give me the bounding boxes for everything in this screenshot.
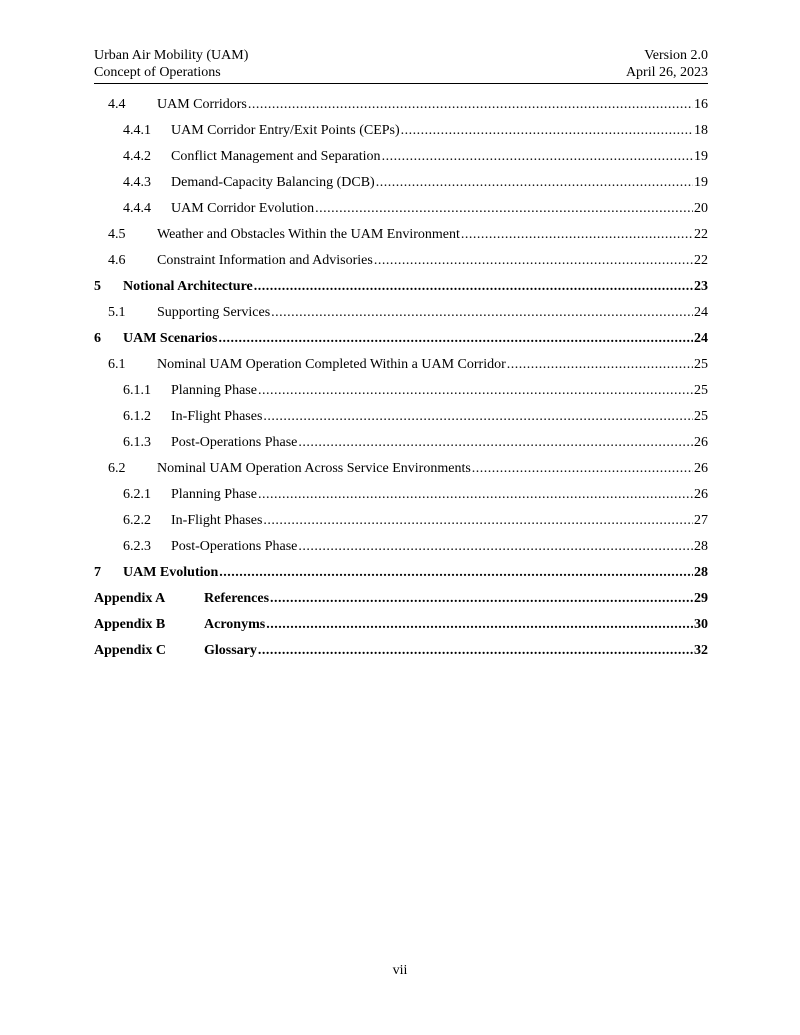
toc-entry-title: Nominal UAM Operation Completed Within a UAM Corridor — [157, 357, 506, 372]
toc-entry-number: 4.4.4 — [123, 201, 151, 216]
toc-entry-title: In-Flight Phases — [171, 513, 263, 528]
toc-dot-leader — [461, 225, 693, 245]
toc-dot-leader — [382, 147, 693, 167]
toc-entry-title: Post-Operations Phase — [171, 435, 298, 450]
toc-entry-title: Conflict Management and Separation — [171, 149, 381, 164]
toc-entry-title: Notional Architecture — [123, 279, 253, 294]
toc-dot-leader — [271, 303, 693, 323]
toc-entry-title: UAM Corridors — [157, 97, 247, 112]
toc-entry-6-1-3[interactable] — [94, 433, 708, 459]
toc-entry-4-4-1[interactable] — [94, 121, 708, 147]
toc-entry-number: 6.1 — [108, 357, 126, 372]
toc-entry-page: 19 — [694, 175, 708, 190]
toc-entry-4-4[interactable] — [94, 95, 708, 121]
table-of-contents — [94, 95, 708, 667]
toc-dot-leader — [258, 641, 693, 661]
toc-entry-title: UAM Evolution — [123, 565, 219, 580]
toc-entry-title: Planning Phase — [171, 487, 257, 502]
header-row-1 — [94, 47, 708, 64]
toc-dot-leader — [219, 563, 693, 583]
toc-entry-5-1[interactable] — [94, 303, 708, 329]
toc-entry-6-2-2[interactable] — [94, 511, 708, 537]
toc-entry-6-2[interactable] — [94, 459, 708, 485]
page-number: vii — [392, 963, 408, 978]
toc-dot-leader — [266, 615, 693, 635]
header-divider — [94, 83, 708, 84]
toc-entry-number: 4.4 — [108, 97, 126, 112]
toc-entry-title: Supporting Services — [157, 305, 271, 320]
toc-entry-title: Constraint Information and Advisories — [157, 253, 373, 268]
toc-entry-number: 4.5 — [108, 227, 126, 242]
toc-entry-appendix-c[interactable] — [94, 641, 708, 667]
toc-dot-leader — [254, 277, 693, 297]
toc-entry-number: Appendix B — [94, 617, 166, 632]
toc-dot-leader — [270, 589, 693, 609]
page-header — [94, 47, 708, 81]
toc-entry-5[interactable] — [94, 277, 708, 303]
toc-entry-page: 16 — [694, 97, 708, 112]
toc-entry-page: 19 — [694, 149, 708, 164]
toc-entry-6-1-1[interactable] — [94, 381, 708, 407]
toc-entry-title: Planning Phase — [171, 383, 257, 398]
toc-dot-leader — [258, 381, 693, 401]
toc-entry-4-4-2[interactable] — [94, 147, 708, 173]
header-date: April 26, 2023 — [625, 65, 708, 80]
toc-entry-7[interactable] — [94, 563, 708, 589]
toc-entry-6-1-2[interactable] — [94, 407, 708, 433]
toc-entry-title: References — [204, 591, 270, 606]
toc-entry-number: Appendix C — [94, 643, 166, 658]
header-version: Version 2.0 — [644, 48, 708, 63]
toc-entry-page: 22 — [694, 227, 708, 242]
toc-entry-number: 6.2.1 — [123, 487, 151, 502]
toc-entry-page: 25 — [694, 383, 708, 398]
header-document-subtitle: Concept of Operations — [94, 65, 221, 80]
toc-dot-leader — [219, 329, 694, 349]
toc-entry-title: Glossary — [204, 643, 257, 658]
toc-entry-number: 4.6 — [108, 253, 126, 268]
toc-entry-title: Demand-Capacity Balancing (DCB) — [171, 175, 375, 190]
toc-entry-6-2-3[interactable] — [94, 537, 708, 563]
toc-dot-leader — [315, 199, 693, 219]
header-document-title: Urban Air Mobility (UAM) — [94, 48, 249, 63]
toc-entry-title: Nominal UAM Operation Across Service Environments — [157, 461, 471, 476]
header-row-2 — [94, 64, 708, 81]
toc-entry-4-6[interactable] — [94, 251, 708, 277]
toc-dot-leader — [507, 355, 693, 375]
toc-entry-page: 28 — [694, 539, 708, 554]
toc-entry-number: 6.2.2 — [123, 513, 151, 528]
toc-entry-page: 26 — [694, 461, 708, 476]
toc-entry-page: 30 — [694, 617, 708, 632]
toc-entry-page: 24 — [694, 331, 708, 346]
toc-entry-title: Acronyms — [204, 617, 266, 632]
toc-entry-number: Appendix A — [94, 591, 166, 606]
toc-entry-page: 26 — [694, 435, 708, 450]
toc-entry-page: 20 — [694, 201, 708, 216]
toc-entry-6-2-1[interactable] — [94, 485, 708, 511]
toc-entry-page: 26 — [694, 487, 708, 502]
toc-entry-6-1[interactable] — [94, 355, 708, 381]
toc-entry-page: 32 — [694, 643, 708, 658]
toc-entry-page: 18 — [694, 123, 708, 138]
toc-dot-leader — [401, 121, 693, 141]
toc-entry-page: 25 — [694, 357, 708, 372]
toc-entry-page: 28 — [694, 565, 708, 580]
toc-dot-leader — [298, 537, 693, 557]
toc-entry-number: 4.4.2 — [123, 149, 151, 164]
toc-entry-number: 5 — [94, 279, 101, 294]
toc-entry-title: Weather and Obstacles Within the UAM Environment — [157, 227, 460, 242]
toc-entry-number: 6.2 — [108, 461, 126, 476]
toc-dot-leader — [248, 95, 693, 115]
toc-entry-4-5[interactable] — [94, 225, 708, 251]
toc-dot-leader — [263, 511, 693, 531]
toc-entry-title: UAM Corridor Evolution — [171, 201, 315, 216]
toc-entry-6[interactable] — [94, 329, 708, 355]
toc-entry-title: In-Flight Phases — [171, 409, 263, 424]
page-footer — [0, 963, 800, 979]
toc-entry-number: 7 — [94, 565, 101, 580]
toc-entry-page: 24 — [694, 305, 708, 320]
toc-entry-appendix-a[interactable] — [94, 589, 708, 615]
toc-dot-leader — [376, 173, 693, 193]
toc-entry-number: 6.1.1 — [123, 383, 151, 398]
toc-entry-number: 4.4.3 — [123, 175, 151, 190]
toc-dot-leader — [263, 407, 693, 427]
toc-entry-title: UAM Corridor Entry/Exit Points (CEPs) — [171, 123, 400, 138]
toc-dot-leader — [472, 459, 693, 479]
toc-entry-title: UAM Scenarios — [123, 331, 218, 346]
toc-entry-number: 6.1.3 — [123, 435, 151, 450]
toc-entry-page: 27 — [694, 513, 708, 528]
toc-entry-page: 23 — [694, 279, 708, 294]
toc-entry-number: 5.1 — [108, 305, 126, 320]
toc-entry-title: Post-Operations Phase — [171, 539, 298, 554]
toc-dot-leader — [298, 433, 693, 453]
toc-entry-number: 4.4.1 — [123, 123, 151, 138]
toc-entry-number: 6 — [94, 331, 101, 346]
toc-entry-number: 6.2.3 — [123, 539, 151, 554]
toc-entry-appendix-b[interactable] — [94, 615, 708, 641]
toc-dot-leader — [258, 485, 693, 505]
toc-entry-4-4-3[interactable] — [94, 173, 708, 199]
toc-entry-4-4-4[interactable] — [94, 199, 708, 225]
toc-entry-number: 6.1.2 — [123, 409, 151, 424]
toc-entry-page: 22 — [694, 253, 708, 268]
toc-entry-page: 25 — [694, 409, 708, 424]
toc-dot-leader — [374, 251, 693, 271]
toc-entry-page: 29 — [694, 591, 708, 606]
